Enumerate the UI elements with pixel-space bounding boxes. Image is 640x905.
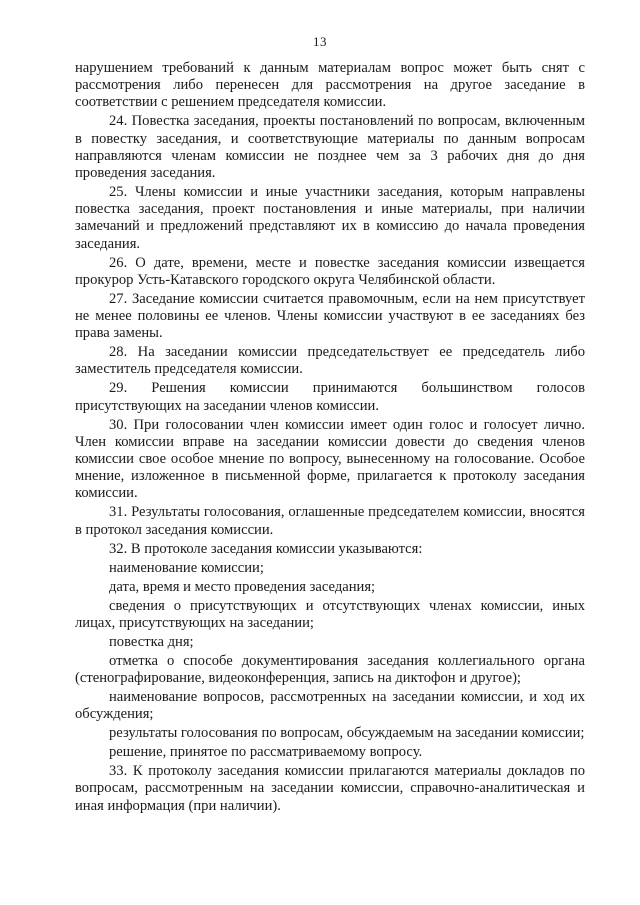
page-number: 13 (313, 34, 327, 49)
paragraph-24: 24. Повестка заседания, проекты постановлений по вопросам, включенным в повестку заседания, и соответствующие материалы по данным вопросам направляются членам комиссии не позднее чем за 3 рабочих дня до дня проведения заседания. (75, 113, 585, 182)
paragraph-33: 33. К протоколу заседания комиссии прилагаются материалы докладов по вопросам, рассмотренным на заседании комиссии, справочно-аналитическая и иная информация (при наличии). (75, 763, 585, 814)
list-item-documentation-method: отметка о способе документирования заседания коллегиального органа (стенографирование, видеоконференция, запись на диктофон и другое); (75, 652, 585, 687)
paragraph-28: 28. На заседании комиссии председательствует ее председатель либо заместитель председателя комиссии. (75, 344, 585, 378)
paragraph-26: 26. О дате, времени, месте и повестке заседания комиссии извещается прокурор Усть-Катавского городского округа Челябинской области. (75, 254, 585, 288)
list-item-voting-results: результаты голосования по вопросам, обсуждаемым на заседании комиссии; (109, 725, 585, 742)
list-item-questions-discussion: наименование вопросов, рассмотренных на заседании комиссии, и ход их обсуждения; (75, 689, 585, 723)
paragraph-25: 25. Члены комиссии и иные участники заседания, которым направлены повестка заседания, проект постановления и иные материалы, при наличии замечаний и предложений представляют их в комиссию до начала проведения заседания. (75, 184, 585, 252)
list-item-attendance: сведения о присутствующих и отсутствующих членах комиссии, иных лицах, присутствующих на заседании; (75, 597, 585, 631)
list-item-date-time-place: дата, время и место проведения заседания; (109, 578, 376, 595)
list-item-commission-name: наименование комиссии; (109, 559, 264, 576)
list-item-decision: решение, принятое по рассматриваемому вопросу. (109, 744, 423, 761)
list-item-agenda: повестка дня; (109, 633, 194, 650)
paragraph-30: 30. При голосовании член комиссии имеет один голос и голосует лично. Член комиссии вправе на заседании комиссии довести до сведения членов комиссии свое особое мнение по вопросу, вынесенному на голосование. Особое мнение, изложенное в письменной форме, прилагается к протоколу заседания комиссии. (75, 416, 585, 502)
paragraph-29: 29. Решения комиссии принимаются большинством голосов присутствующих на заседании членов комиссии. (75, 380, 585, 414)
paragraph-27: 27. Заседание комиссии считается правомочным, если на нем присутствует не менее половины ее членов. Члены комиссии участвуют в ее заседаниях без права замены. (75, 290, 585, 342)
paragraph-continuation: нарушением требований к данным материалам вопрос может быть снят с рассмотрения либо перенесен для рассмотрения на другое заседание в соответствии с решением председателя комиссии. (75, 60, 585, 111)
paragraph-31: 31. Результаты голосования, оглашенные председателем комиссии, вносятся в протокол заседания комиссии. (75, 504, 585, 538)
paragraph-32: 32. В протоколе заседания комиссии указываются: (109, 540, 423, 557)
document-body (75, 60, 585, 817)
